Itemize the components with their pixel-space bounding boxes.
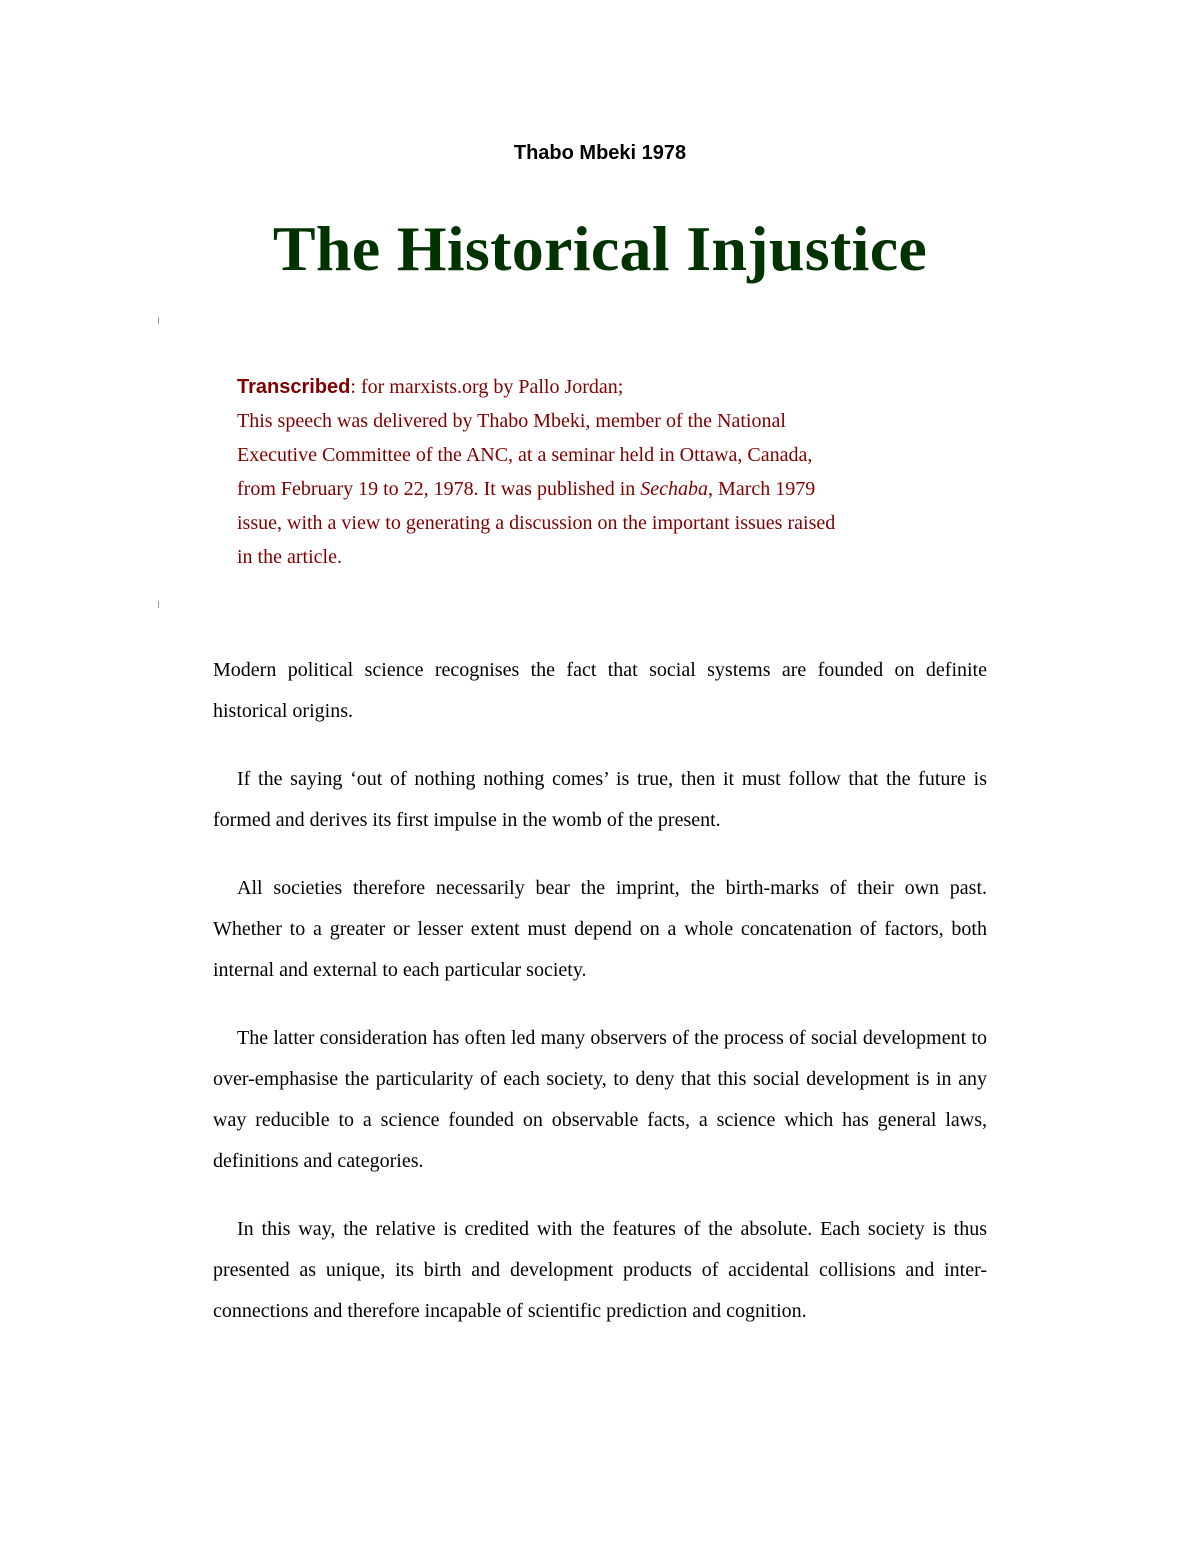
info-line-4-post: , March 1979 <box>708 478 816 500</box>
info-line-2: This speech was delivered by Thabo Mbeki, member of the National <box>237 410 786 432</box>
body-paragraph-2: If the saying ‘out of nothing nothing comes’ is true, then it must follow that the future is formed and derives its first impulse in the womb of the present. <box>213 768 987 831</box>
body-paragraph-5: In this way, the relative is credited with the features of the absolute. Each society is thus presented as unique, its birth and development products of accidental collisions and inter-connections and therefore incapable of scientific prediction and cognition. <box>213 1218 987 1322</box>
publication-name: Sechaba <box>640 478 709 500</box>
body-paragraph-4: The latter consideration has often led many observers of the process of social development to over-emphasise the particularity of each society, to deny that this social development is in any way reducible to a science founded on observable facts, a science which has general laws, definitions and categories. <box>213 1027 987 1172</box>
page-title: The Historical Injustice <box>272 213 928 284</box>
info-line-6: in the article. <box>237 546 342 568</box>
margin-tick-mark <box>158 601 159 608</box>
info-line-1 <box>237 370 957 404</box>
transcribed-label: Transcribed <box>237 376 351 398</box>
info-line-5: issue, with a view to generating a discussion on the important issues raised <box>237 512 836 534</box>
transcription-info <box>237 370 957 574</box>
info-line-3: Executive Committee of the ANC, at a seminar held in Ottawa, Canada, <box>237 444 813 466</box>
body-paragraph-3: All societies therefore necessarily bear the imprint, the birth-marks of their own past. Whether to a greater or lesser extent must depend on a whole concatenation of factors, both internal and external to each particular society. <box>213 877 987 981</box>
transcribed-text: : for marxists.org by Pallo Jordan; <box>350 376 624 398</box>
article-body <box>213 650 987 1359</box>
author-year-header: Thabo Mbeki 1978 <box>513 142 687 164</box>
body-paragraph-1: Modern political science recognises the fact that social systems are founded on definite historical origins. <box>213 659 987 722</box>
margin-tick-mark <box>158 317 159 324</box>
info-line-4-pre: from February 19 to 22, 1978. It was published in <box>237 478 641 500</box>
info-line-4 <box>237 472 957 506</box>
